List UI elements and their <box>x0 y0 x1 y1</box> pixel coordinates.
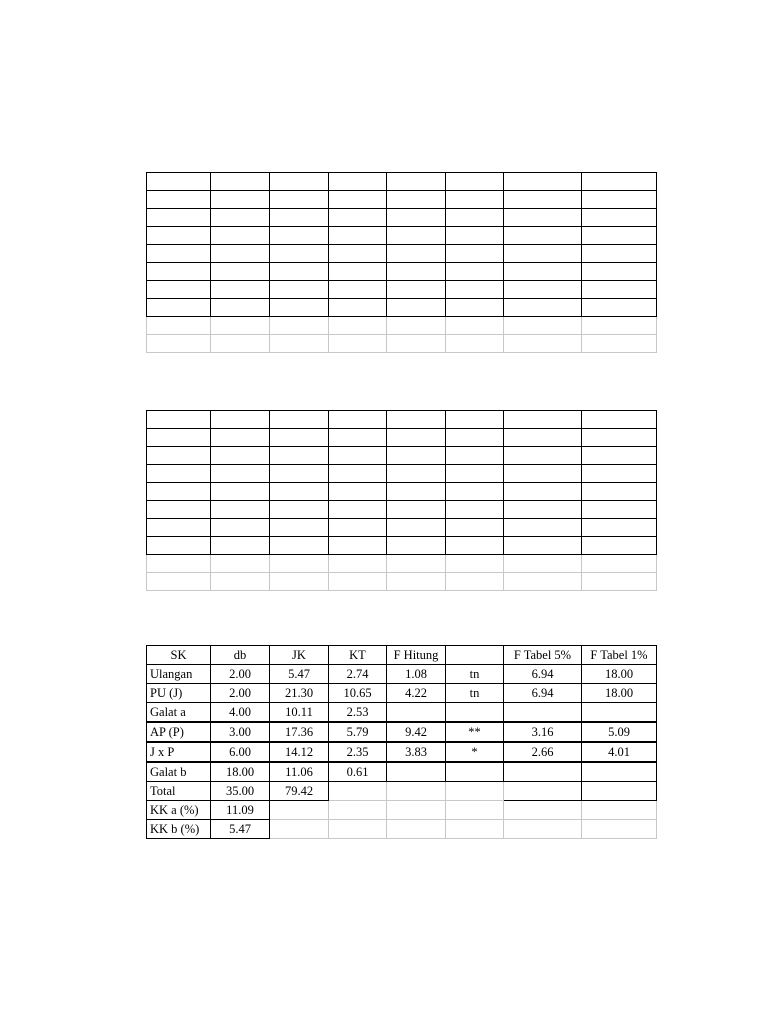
cell-f-hitung <box>387 762 446 782</box>
grid-row-faint <box>147 555 657 573</box>
cell-significance: tn <box>446 665 504 684</box>
cell-significance <box>446 801 504 820</box>
anova-header-row <box>147 646 657 665</box>
grid-row <box>147 537 657 555</box>
cell-db: 35.00 <box>211 782 270 801</box>
cell-db: 11.09 <box>211 801 270 820</box>
header-sk: SK <box>147 646 211 665</box>
cell-jk: 5.47 <box>270 665 329 684</box>
header-significance <box>446 646 504 665</box>
cell-f-hitung <box>387 801 446 820</box>
anova-row-galat-b <box>147 762 657 782</box>
cell-kt <box>329 782 387 801</box>
cell-sk: AP (P) <box>147 722 211 742</box>
grid-row <box>147 519 657 537</box>
cell-jk: 14.12 <box>270 742 329 762</box>
cell-f-hitung: 1.08 <box>387 665 446 684</box>
header-db: db <box>211 646 270 665</box>
cell-kt <box>329 820 387 839</box>
grid-row <box>147 299 657 317</box>
cell-jk <box>270 820 329 839</box>
cell-significance <box>446 703 504 723</box>
grid-row-faint <box>147 317 657 335</box>
cell-kt: 0.61 <box>329 762 387 782</box>
cell-f-tabel-5 <box>504 762 582 782</box>
grid-row <box>147 263 657 281</box>
grid-row <box>147 281 657 299</box>
anova-row-ulangan <box>147 665 657 684</box>
anova-row-ap <box>147 722 657 742</box>
cell-db: 18.00 <box>211 762 270 782</box>
cell-sk: Ulangan <box>147 665 211 684</box>
cell-f-tabel-1: 5.09 <box>582 722 657 742</box>
anova-row-total <box>147 782 657 801</box>
cell-kt: 5.79 <box>329 722 387 742</box>
cell-f-tabel-5: 3.16 <box>504 722 582 742</box>
cell-f-hitung: 9.42 <box>387 722 446 742</box>
cell-kt: 2.35 <box>329 742 387 762</box>
cell-kt: 10.65 <box>329 684 387 703</box>
cell-db: 4.00 <box>211 703 270 723</box>
grid-row-faint <box>147 335 657 353</box>
header-f-tabel-5: F Tabel 5% <box>504 646 582 665</box>
grid-row <box>147 209 657 227</box>
header-kt: KT <box>329 646 387 665</box>
cell-db: 3.00 <box>211 722 270 742</box>
grid-row <box>147 245 657 263</box>
cell-sk: J x P <box>147 742 211 762</box>
cell-f-tabel-5 <box>504 703 582 723</box>
cell-f-tabel-1: 4.01 <box>582 742 657 762</box>
grid-row-faint <box>147 573 657 591</box>
cell-db: 2.00 <box>211 684 270 703</box>
cell-jk: 11.06 <box>270 762 329 782</box>
cell-kt: 2.74 <box>329 665 387 684</box>
cell-f-tabel-5: 2.66 <box>504 742 582 762</box>
header-f-tabel-1: F Tabel 1% <box>582 646 657 665</box>
anova-row-kk-b <box>147 820 657 839</box>
header-jk: JK <box>270 646 329 665</box>
cell-significance: ** <box>446 722 504 742</box>
cell-f-tabel-1 <box>582 762 657 782</box>
cell-f-tabel-5: 6.94 <box>504 684 582 703</box>
grid-row <box>147 501 657 519</box>
cell-db: 6.00 <box>211 742 270 762</box>
cell-significance <box>446 762 504 782</box>
empty-grid-table-1 <box>146 172 657 353</box>
cell-f-tabel-1 <box>582 801 657 820</box>
cell-db: 5.47 <box>211 820 270 839</box>
cell-sk: KK a (%) <box>147 801 211 820</box>
cell-f-tabel-1: 18.00 <box>582 684 657 703</box>
cell-significance <box>446 782 504 801</box>
cell-significance: tn <box>446 684 504 703</box>
grid-row <box>147 191 657 209</box>
cell-sk: Galat a <box>147 703 211 723</box>
anova-table <box>146 645 657 839</box>
cell-sk: Galat b <box>147 762 211 782</box>
empty-grid-table-2 <box>146 410 657 591</box>
cell-f-hitung: 4.22 <box>387 684 446 703</box>
cell-kt: 2.53 <box>329 703 387 723</box>
grid-row <box>147 447 657 465</box>
cell-f-tabel-5 <box>504 820 582 839</box>
cell-jk <box>270 801 329 820</box>
cell-jk: 17.36 <box>270 722 329 742</box>
cell-f-tabel-5: 6.94 <box>504 665 582 684</box>
grid-row <box>147 465 657 483</box>
cell-f-tabel-1 <box>582 782 657 801</box>
cell-significance <box>446 820 504 839</box>
cell-sk: PU (J) <box>147 684 211 703</box>
cell-f-hitung <box>387 782 446 801</box>
anova-row-galat-a <box>147 703 657 723</box>
cell-f-tabel-5 <box>504 801 582 820</box>
header-f-hitung: F Hitung <box>387 646 446 665</box>
cell-kt <box>329 801 387 820</box>
anova-row-kk-a <box>147 801 657 820</box>
cell-jk: 21.30 <box>270 684 329 703</box>
cell-significance: * <box>446 742 504 762</box>
cell-jk: 79.42 <box>270 782 329 801</box>
cell-db: 2.00 <box>211 665 270 684</box>
cell-f-tabel-5 <box>504 782 582 801</box>
cell-f-hitung <box>387 703 446 723</box>
anova-row-jxp <box>147 742 657 762</box>
grid-row <box>147 483 657 501</box>
grid-row <box>147 173 657 191</box>
cell-jk: 10.11 <box>270 703 329 723</box>
grid-row <box>147 429 657 447</box>
grid-row <box>147 227 657 245</box>
cell-sk: Total <box>147 782 211 801</box>
cell-f-tabel-1 <box>582 703 657 723</box>
cell-f-hitung: 3.83 <box>387 742 446 762</box>
cell-f-tabel-1: 18.00 <box>582 665 657 684</box>
grid-row <box>147 411 657 429</box>
cell-f-tabel-1 <box>582 820 657 839</box>
cell-f-hitung <box>387 820 446 839</box>
cell-sk: KK b (%) <box>147 820 211 839</box>
anova-row-pu <box>147 684 657 703</box>
